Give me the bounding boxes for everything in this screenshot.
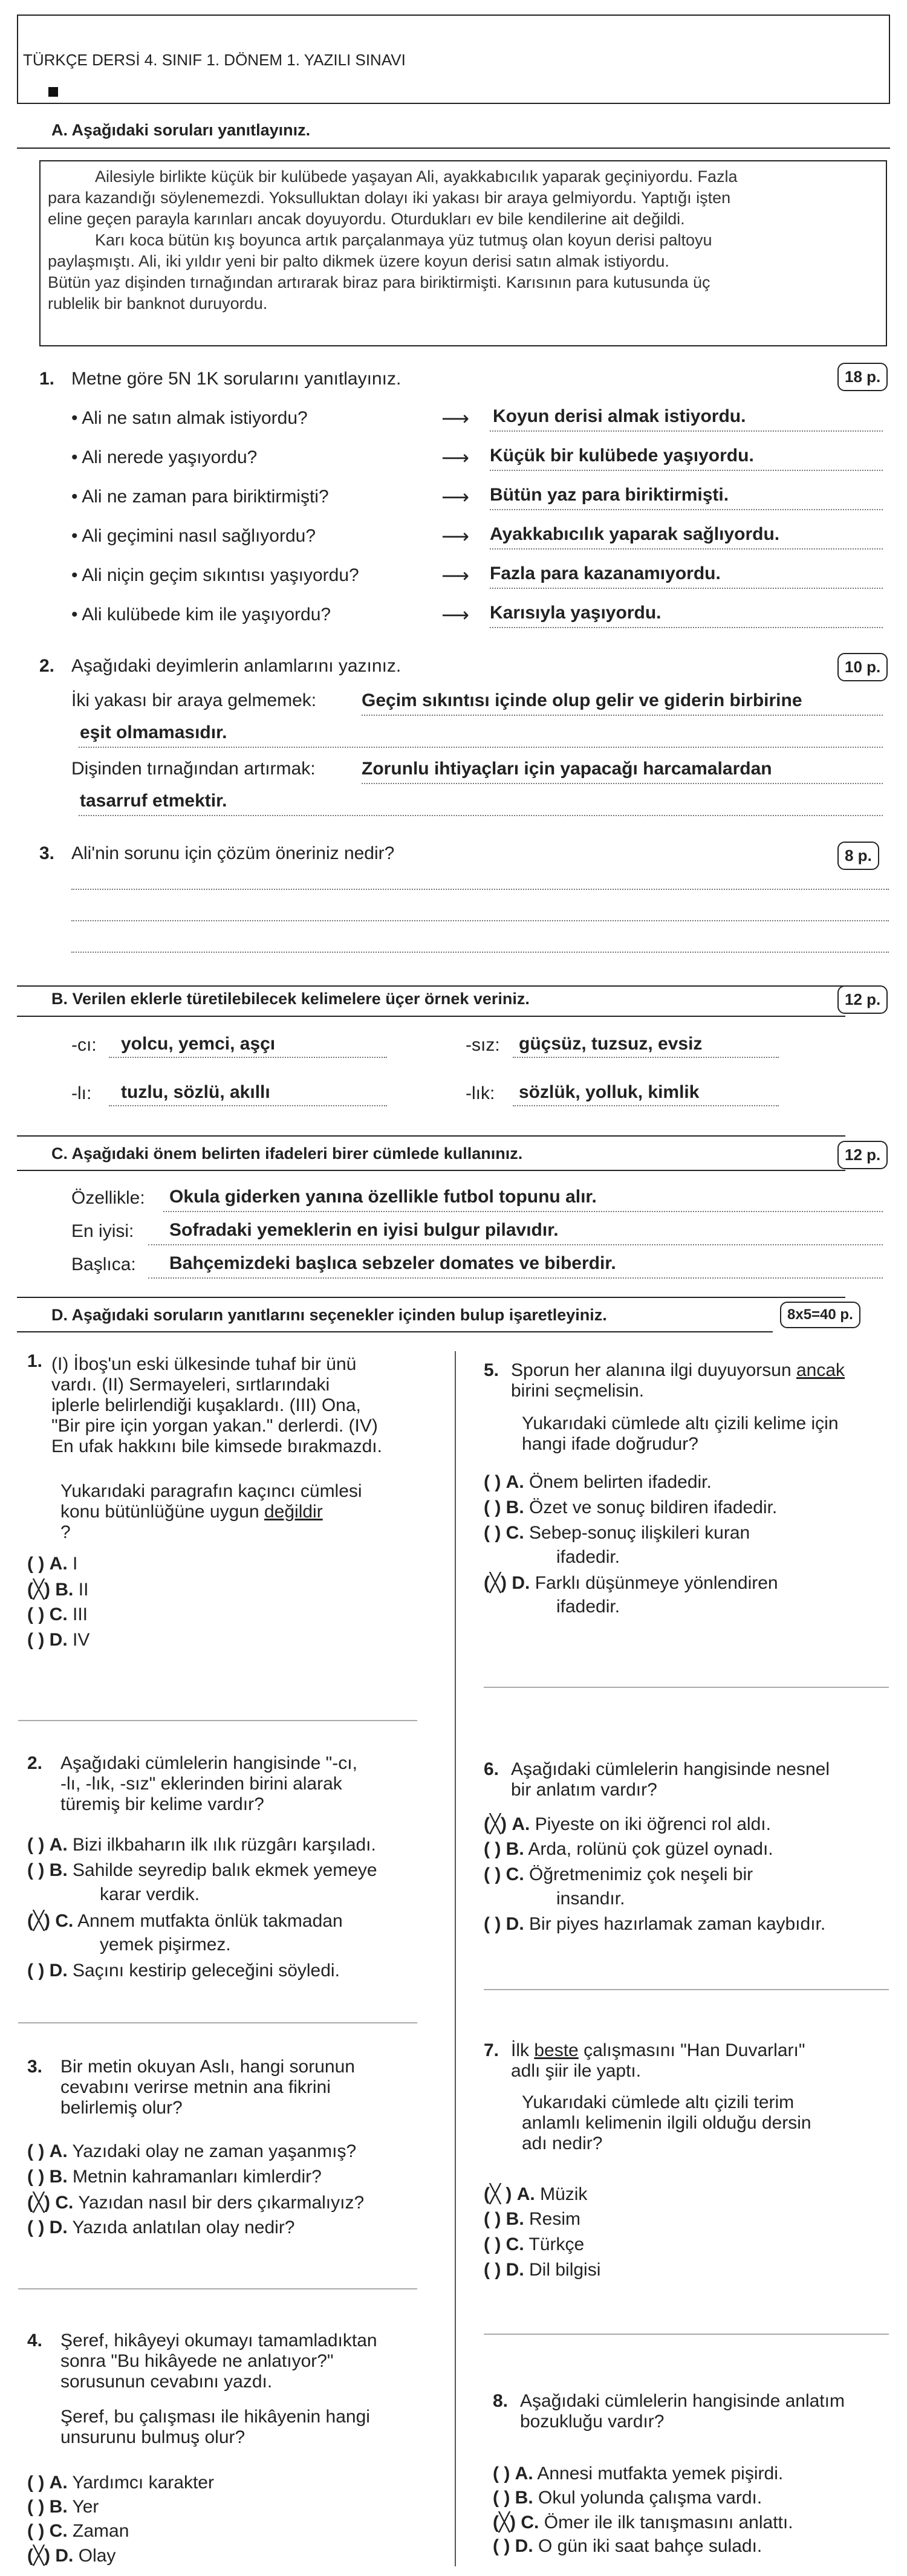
column-divider: [455, 1351, 456, 2566]
option-b[interactable]: ( ) B. Sahilde seyredip balık ekmek yemeye: [27, 1860, 377, 1880]
answer-line: [362, 783, 883, 784]
answer-line: [490, 509, 883, 510]
points-badge: 8x5=40 p.: [780, 1302, 860, 1328]
option-d[interactable]: ( ) D. Yazıda anlatılan olay nedir?: [27, 2218, 295, 2237]
arrow-right-icon: ⟶: [441, 525, 469, 547]
question-number: 2.: [39, 656, 55, 676]
answer-text: tasarruf etmektir.: [80, 791, 227, 811]
option-d[interactable]: (╳) D. Farklı düşünmeye yönlendiren: [484, 1573, 778, 1593]
points-badge: 10 p.: [837, 653, 888, 681]
option-b[interactable]: ( ) B. Okul yolunda çalışma vardı.: [493, 2488, 762, 2508]
answer-text: Geçim sıkıntısı içinde olup gelir ve giderin birbirine: [362, 690, 802, 710]
passage-line: Karı koca bütün kış boyunca artık parçalanmaya yüz tutmuş olan koyun derisi paltoyu: [95, 231, 712, 249]
points-badge: 12 p.: [837, 1141, 888, 1169]
arrow-right-icon: ⟶: [441, 565, 469, 586]
answer-line: [362, 715, 883, 716]
option-d[interactable]: ( ) D. Saçını kestirip geleceğini söyledi.: [27, 1961, 340, 1981]
answer-text: Küçük bir kulübede yaşıyordu.: [490, 446, 754, 466]
answer-line: [71, 952, 889, 953]
question-stem: Şeref, hikâyeyi okumayı tamamladıktan sonra "Bu hikâyede ne anlatıyor?" sorusunun cevabını yazdı. Şeref, bu çalışması ile hikâyenin hangi unsurunu bulmuş olur?: [60, 2331, 377, 2447]
passage-line: eline geçen parayla karınları ancak doyuyordu. Oturdukları ev bile kendilerine ait değildi.: [48, 210, 685, 228]
suffix-label: -sız:: [466, 1035, 500, 1055]
list-item-question: • Ali nerede yaşıyordu?: [71, 447, 258, 467]
answer-line: [490, 627, 883, 628]
option-d[interactable]: ( ) D. IV: [27, 1630, 90, 1650]
answer-line: [513, 1057, 779, 1058]
separator: [484, 1989, 889, 1990]
question-number: 7.: [484, 2040, 499, 2060]
option-d[interactable]: (╳) D. Olay: [27, 2546, 116, 2566]
arrow-right-icon: ⟶: [441, 407, 469, 429]
option-d-continued: ifadedir.: [556, 1597, 620, 1617]
underlined-word: ancak: [796, 1360, 845, 1380]
option-d[interactable]: ( ) D. Bir piyes hazırlamak zaman kaybıdır.: [484, 1914, 826, 1934]
suffix-label: -lık:: [466, 1083, 495, 1103]
question-number: 8.: [493, 2391, 509, 2411]
suffix-label: -cı:: [71, 1035, 97, 1055]
divider: [17, 1331, 773, 1332]
answer-text: tuzlu, sözlü, akıllı: [121, 1082, 270, 1102]
option-c[interactable]: ( ) C. Sebep-sonuç ilişkileri kuran: [484, 1523, 750, 1543]
answer-text: Ayakkabıcılık yaparak sağlıyordu.: [490, 524, 780, 544]
divider: [17, 1297, 845, 1298]
phrase-label: Özellikle:: [71, 1188, 145, 1208]
passage-line: paylaşmıştı. Ali, iki yıldır yeni bir palto dikmek üzere koyun derisi satın almak istiyordu.: [48, 252, 669, 270]
option-c[interactable]: ( ) C. III: [27, 1604, 88, 1624]
question-text: Ali'nin sorunu için çözüm öneriniz nedir?: [71, 843, 395, 863]
list-item-question: • Ali geçimini nasıl sağlıyordu?: [71, 526, 316, 546]
question-stem: Aşağıdaki cümlelerin hangisinde nesnel bir anlatım vardır?: [511, 1759, 830, 1800]
question-number: 2.: [27, 1753, 43, 1773]
answer-text: Sofradaki yemeklerin en iyisi bulgur pilavıdır.: [169, 1220, 559, 1240]
separator: [484, 2334, 889, 2335]
section-b-title: B. Verilen eklerle türetilebilecek kelimelere üçer örnek veriniz.: [51, 990, 530, 1008]
separator: [18, 2288, 417, 2289]
passage-line: Bütün yaz dişinden tırnağından artırarak biraz para biriktirmişti. Karısının para kutusunda üç: [48, 273, 710, 291]
passage-line: rublelik bir banknot duruyordu.: [48, 294, 268, 313]
answer-text: Zorunlu ihtiyaçları için yapacağı harcamalardan: [362, 759, 772, 779]
question-stem: Bir metin okuyan Aslı, hangi sorunun cevabını verirse metnin ana fikrini belirlemiş olur?: [60, 2057, 355, 2118]
question-stem: İlk beste çalışmasını "Han Duvarları" adlı şiir ile yaptı. Yukarıdaki cümlede altı çizili terim anlamlı kelimenin ilgili olduğu dersin adı nedir?: [511, 2040, 811, 2153]
paragraph-text: (I) İboş'un eski ülkesinde tuhaf bir ünü vardı. (II) Sermayeleri, sırtlarındaki iplerle belirlendiği kuşaklardı. (III) Ona, "Bir pire için yorgan yakan." derlerdi. (IV) En ufak hakkını bile kimsede bırakmazdı.: [51, 1354, 382, 1456]
answer-line: [71, 920, 889, 921]
option-a[interactable]: ( ) A. Annesi mutfakta yemek pişirdi.: [493, 2464, 784, 2484]
option-a[interactable]: ( ) A. Yardımcı karakter: [27, 2473, 214, 2493]
option-a[interactable]: ( ) A. Önem belirten ifadedir.: [484, 1472, 712, 1492]
divider: [17, 1135, 845, 1137]
question-text: Metne göre 5N 1K sorularını yanıtlayınız.: [71, 369, 401, 389]
option-b[interactable]: ( ) B. Metnin kahramanları kimlerdir?: [27, 2167, 322, 2187]
phrase-label: Başlıca:: [71, 1254, 136, 1274]
answer-text: Bütün yaz para biriktirmişti.: [490, 485, 729, 505]
answer-text: sözlük, yolluk, kimlik: [519, 1082, 700, 1102]
option-c[interactable]: (╳) C. Ömer ile ilk tanışmasını anlattı.: [493, 2513, 793, 2532]
answer-text: eşit olmamasıdır.: [80, 722, 227, 742]
arrow-right-icon: ⟶: [441, 486, 469, 508]
option-b[interactable]: ( ) B. Yer: [27, 2497, 99, 2517]
idiom-label: Dişinden tırnağından artırmak:: [71, 759, 316, 779]
list-item-question: • Ali ne zaman para biriktirmişti?: [71, 487, 329, 507]
idiom-label: İki yakası bir araya gelmemek:: [71, 690, 317, 710]
answer-line: [490, 548, 883, 550]
option-c-continued: ifadedir.: [556, 1547, 620, 1567]
answer-line: [109, 1057, 387, 1058]
option-c[interactable]: ( ) C. Türkçe: [484, 2234, 585, 2254]
option-b[interactable]: ( ) B. Özet ve sonuç bildiren ifadedir.: [484, 1497, 778, 1517]
divider: [17, 148, 890, 149]
separator: [18, 1720, 417, 1721]
exam-header-box: [17, 15, 890, 104]
option-c-continued: yemek pişirmez.: [100, 1935, 231, 1955]
option-b[interactable]: ( ) B. Resim: [484, 2209, 581, 2229]
reading-passage: [39, 160, 887, 346]
arrow-right-icon: ⟶: [441, 447, 469, 469]
passage-line: Ailesiyle birlikte küçük bir kulübede yaşayan Ali, ayakkabıcılık yaparak geçiniyordu. Fazla: [95, 167, 738, 186]
underlined-word: değildir: [264, 1502, 323, 1522]
option-c[interactable]: (╳) C. Annem mutfakta önlük takmadan: [27, 1911, 343, 1931]
option-a[interactable]: (╳) A. Piyeste on iki öğrenci rol aldı.: [484, 1814, 771, 1834]
option-b[interactable]: (╳) B. II: [27, 1580, 89, 1600]
answer-line: [513, 1105, 779, 1106]
question-number: 1.: [27, 1351, 43, 1371]
option-b[interactable]: ( ) B. Arda, rolünü çok güzel oynadı.: [484, 1839, 773, 1859]
answer-line: [79, 815, 883, 816]
option-c-continued: insandır.: [556, 1889, 625, 1909]
answer-text: Fazla para kazanamıyordu.: [490, 563, 721, 583]
option-c[interactable]: ( ) C. Öğretmenimiz çok neşeli bir: [484, 1864, 753, 1884]
arrow-right-icon: ⟶: [441, 604, 469, 626]
option-b-continued: karar verdik.: [100, 1884, 200, 1904]
answer-line: [163, 1211, 883, 1212]
answer-text: Bahçemizdeki başlıca sebzeler domates ve biberdir.: [169, 1253, 616, 1273]
question-stem: Aşağıdaki cümlelerin hangisinde anlatım bozukluğu vardır?: [520, 2391, 845, 2432]
answer-text: güçsüz, tuzsuz, evsiz: [519, 1034, 703, 1054]
option-a[interactable]: ( ) A. Yazıdaki olay ne zaman yaşanmış?: [27, 2141, 357, 2161]
answer-line: [490, 470, 883, 471]
answer-line: [109, 1105, 387, 1106]
answer-line: [148, 1244, 883, 1245]
question-stem: Aşağıdaki cümlelerin hangisinde "-cı, -lı, -lık, -sız" eklerinden birini alarak türemiş bir kelime vardır?: [60, 1753, 357, 1814]
underlined-word: beste: [534, 2040, 579, 2060]
option-d[interactable]: ( ) D. Dil bilgisi: [484, 2260, 601, 2280]
bullet-square-icon: [48, 87, 58, 97]
option-a[interactable]: ( ) A. Bizi ilkbaharın ilk ılık rüzgârı karşıladı.: [27, 1835, 376, 1855]
question-number: 3.: [27, 2057, 43, 2077]
phrase-label: En iyisi:: [71, 1221, 134, 1241]
question-number: 5.: [484, 1360, 499, 1380]
option-a[interactable]: ( ) A. I: [27, 1554, 78, 1574]
answer-text: Koyun derisi almak istiyordu.: [493, 406, 746, 426]
points-badge: 8 p.: [837, 842, 879, 870]
section-d-title: D. Aşağıdaki soruların yanıtlarını seçenekler içinden bulup işaretleyiniz.: [51, 1306, 607, 1324]
list-item-question: • Ali niçin geçim sıkıntısı yaşıyordu?: [71, 565, 359, 585]
exam-title: TÜRKÇE DERSİ 4. SINIF 1. DÖNEM 1. YAZILI SINAVI: [23, 51, 406, 69]
section-a-title: A. Aşağıdaki soruları yanıtlayınız.: [51, 121, 311, 139]
points-badge: 18 p.: [837, 363, 888, 391]
divider: [17, 1016, 845, 1017]
answer-text: Okula giderken yanına özellikle futbol topunu alır.: [169, 1187, 597, 1207]
divider: [17, 1170, 845, 1171]
question-number: 3.: [39, 843, 55, 863]
option-d[interactable]: ( ) D. O gün iki saat bahçe suladı.: [493, 2536, 762, 2556]
question-text: Aşağıdaki deyimlerin anlamlarını yazınız.: [71, 656, 401, 676]
answer-line: [71, 889, 889, 890]
section-c-title: C. Aşağıdaki önem belirten ifadeleri birer cümlede kullanınız.: [51, 1144, 523, 1163]
answer-line: [79, 747, 883, 748]
list-item-question: • Ali kulübede kim ile yaşıyordu?: [71, 605, 331, 625]
suffix-label: -lı:: [71, 1083, 92, 1103]
question-stem: Yukarıdaki paragrafın kaçıncı cümlesi konu bütünlüğüne uygun değildir ?: [60, 1481, 362, 1542]
question-number: 1.: [39, 369, 55, 389]
passage-line: para kazandığı söylenemezdi. Yoksulluktan dolayı iki yakası bir araya gelmiyordu. Yaptığı işten: [48, 189, 731, 207]
option-a[interactable]: (╳ ) A. Müzik: [484, 2184, 588, 2204]
question-stem: Sporun her alanına ilgi duyuyorsun ancak birini seçmelisin. Yukarıdaki cümlede altı çizili kelime için hangi ifade doğrudur?: [511, 1360, 845, 1454]
separator: [18, 2022, 417, 2023]
question-number: 4.: [27, 2331, 43, 2351]
separator: [484, 1687, 889, 1688]
answer-line: [148, 1277, 883, 1279]
answer-text: Karısıyla yaşıyordu.: [490, 603, 662, 623]
question-number: 6.: [484, 1759, 499, 1779]
answer-text: yolcu, yemci, aşçı: [121, 1034, 276, 1054]
points-badge: 12 p.: [837, 985, 888, 1014]
divider: [17, 985, 845, 987]
answer-line: [490, 588, 883, 589]
option-c[interactable]: ( ) C. Zaman: [27, 2521, 129, 2541]
option-c[interactable]: (╳) C. Yazıdan nasıl bir ders çıkarmalıyız?: [27, 2193, 365, 2213]
answer-line: [490, 430, 883, 432]
list-item-question: • Ali ne satın almak istiyordu?: [71, 408, 308, 428]
